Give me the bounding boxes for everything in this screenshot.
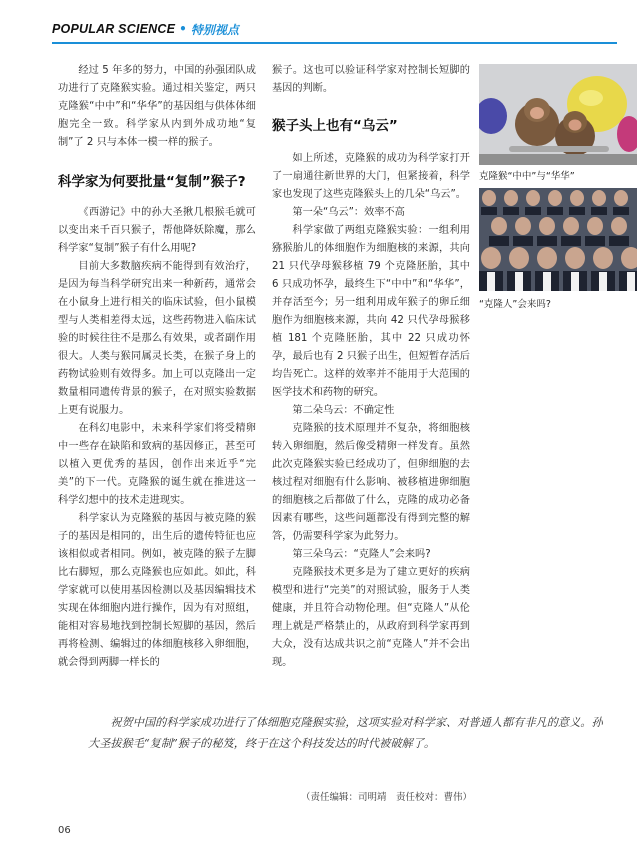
editor-credits: （责任编辑：司明靖 责任校对：曹伟）	[300, 792, 472, 803]
subheading-third-cloud: 第三朵乌云：“克隆人”会来吗?	[292, 549, 431, 560]
subheading-second-cloud: 第二朵乌云：不确定性	[292, 405, 395, 416]
section-heading-dark-clouds: 猴子头上也有“乌云”	[272, 118, 398, 134]
body-paragraph: 猴子。这也可以验证科学家对控制长短脚的基因的判断。	[272, 65, 470, 94]
header-rule	[52, 42, 617, 44]
page-number: 06	[58, 825, 71, 836]
body-paragraph: 目前大多数脑疾病不能得到有效治疗，是因为每当科学研究出来一种新药，通常会在小鼠身上进行相关的临床试验，但小鼠模型与人类相差得太远，这些药物进入临床试验的时候往往不是那么有效果，或者副作用很大。人类与猴同属灵长类，在猴子身上的药物试验则有效得多。加上可以克隆出一定数量相同遗传背景的猴子，在对照实验数据上更有说服力。	[58, 261, 256, 416]
closing-summary: 祝贺中国的科学家成功进行了体细胞克隆猴实验，这项实验对科学家、对普通人都有非凡的意义。孙大圣拔猴毛“复制”猴子的秘笈，终于在这个科技发达的时代被破解了。	[88, 716, 603, 750]
photo-caption-clone-human: “克隆人”会来吗?	[479, 299, 551, 310]
magazine-brand: POPULAR SCIENCE	[52, 22, 176, 36]
cloned-monkeys-photo	[479, 64, 637, 165]
section-title: 特别视点	[190, 22, 239, 37]
clone-crowd-photo	[479, 188, 637, 291]
intro-paragraph: 经过 5 年多的努力，中国的孙强团队成功进行了克隆猴实验。通过相关鉴定，两只克隆猴“中中”和“华华”的基因组与供体体细胞完全一致。科学家从内到外成功地“复制”了 2 只与本体一模一样的猴子。	[58, 65, 256, 148]
section-heading-why-clone: 科学家为何要批量“复制”猴子?	[58, 174, 246, 190]
body-paragraph: 《西游记》中的孙大圣揪几根猴毛就可以变出来千百只猴子，帮他降妖除魔，那么科学家“复制”猴子有什么用呢?	[58, 207, 256, 254]
body-paragraph: 在科幻电影中，未来科学家们将受精卵中一些存在缺陷和致病的基因修正，甚至可以植入更优秀的基因，创作出来近乎“完美”的下一代。克隆猴的诞生就在推进这一科学幻想中的技术走进现实。	[58, 423, 256, 506]
body-paragraph: 克隆猴技术更多是为了建立更好的疾病模型和进行“完美”的对照试验，服务于人类健康，并且符合动物伦理。但“克隆人”从伦理上就是严格禁止的，从政府到科学家再到大众，没有达成共识之前“克隆人”并不会出现。	[272, 567, 470, 668]
body-paragraph: 科学家做了两组克隆猴实验：一组利用猕猴胎儿的体细胞作为细胞核的来源，共向 21 只代孕母猴移植 79 个克隆胚胎，其中 6 只成功怀孕，最终生下“中中”和“华华”，并存活至今；另一组利用成年猴子的卵丘细胞作为细胞核来源，共向 42 只代孕母猴移植 181 个克隆胚胎，其中 22 只成功怀孕，最后也有 2 只猴子出生，但短暂存活后均告死亡。这样的效率并不能用于大范围的医学技术和药物的研究。	[272, 225, 470, 398]
body-paragraph: 如上所述，克隆猴的成功为科学家打开了一扇通往新世界的大门，但紧接着，科学家也发现了这些克隆猴头上的几朵“乌云”。	[272, 153, 470, 200]
body-paragraph: 科学家认为克隆猴的基因与被克隆的猴子的基因是相同的，出生后的遗传特征也应该相似或者相同。例如，被克隆的猴子左脚比右脚短，那么克隆猴也应如此。如此，科学家就可以使用基因检测以及基因编辑技术实现在体细胞内进行操作，因为有对照组，能相对容易地找到控制长短脚的基因，然后再将检测、编辑过的体细胞核移入卵细胞，就会得到两脚一样长的	[58, 513, 256, 668]
body-paragraph: 克隆猴的技术原理并不复杂，将细胞核转入卵细胞，然后像受精卵一样发育。虽然此次克隆猴实验已经成功了，但卵细胞的去核过程对细胞有什么影响、被移植进卵细胞的细胞核之后都做了什么，克隆的成功必备因素有哪些，这些问题都没有得到完整的解答，仍需要科学家为此努力。	[272, 423, 470, 542]
page-header	[52, 20, 239, 38]
photo-caption-monkeys: 克隆猴“中中”与“华华”	[479, 171, 575, 182]
column-left	[58, 62, 256, 672]
header-separator: •	[179, 22, 187, 36]
subheading-first-cloud: 第一朵“乌云”：效率不高	[292, 207, 405, 218]
column-right	[272, 62, 470, 672]
